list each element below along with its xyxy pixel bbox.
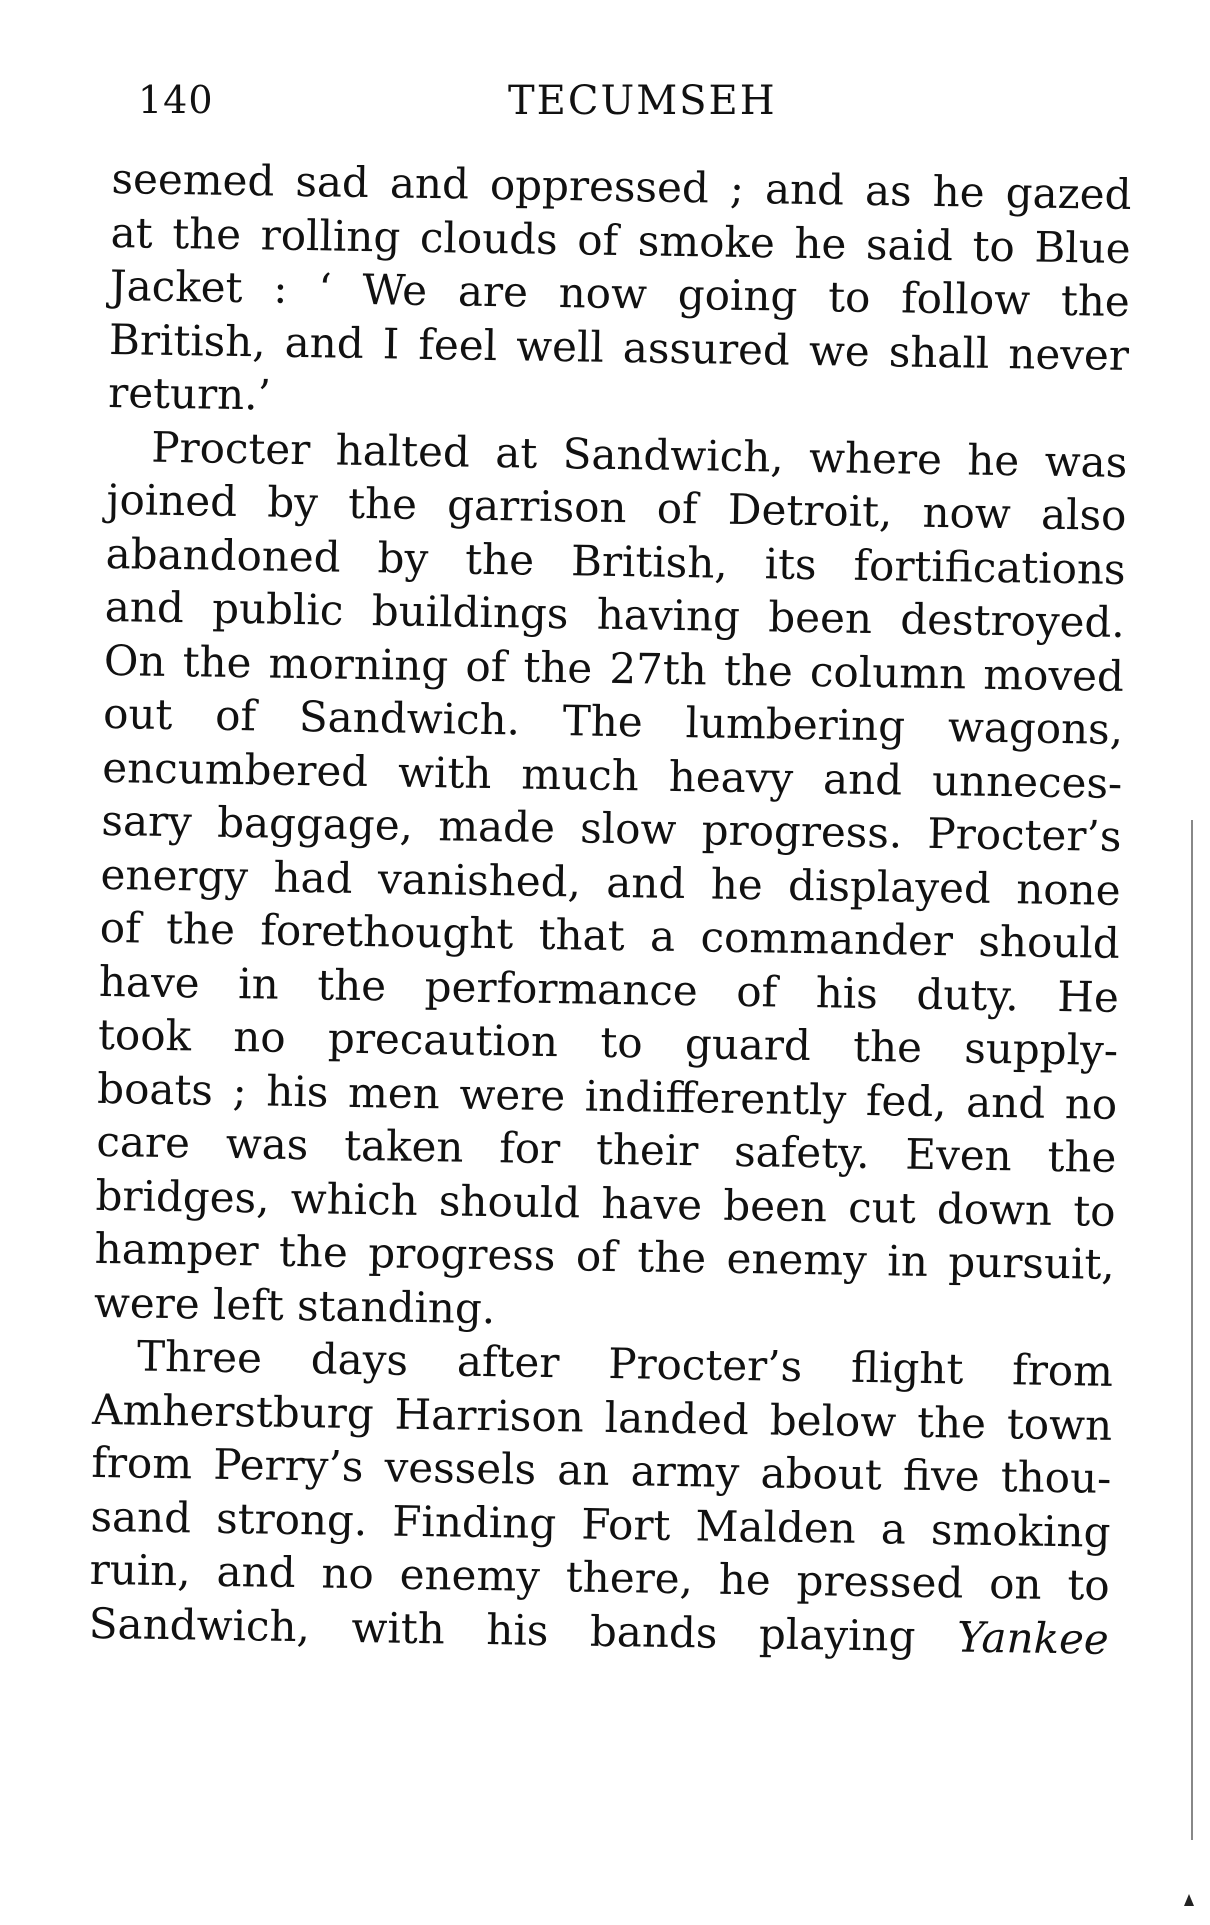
text-line: care was taken for their safety. Even the — [96, 1116, 1117, 1182]
text-line: and public buildings having been destroyed. — [104, 581, 1126, 647]
text-line: British, and I feel well assured we shall never — [108, 314, 1130, 380]
text-line-start: Sandwich, with his bands playing — [88, 1598, 958, 1661]
page-number: 140 — [138, 78, 214, 122]
text-line: Amherstburg Harrison landed below the town — [91, 1384, 1113, 1450]
body-text — [88, 152, 1131, 1666]
text-line: return.’ — [107, 367, 272, 420]
text-line: abandoned by the British, its fortifications — [105, 528, 1126, 594]
italic-word: Yankee — [956, 1611, 1110, 1664]
text-line: of the forethought that a commander should — [99, 902, 1121, 968]
text-line: from Perry’s vessels an army about five thou- — [91, 1437, 1112, 1503]
text-line: took no precaution to guard the supply- — [97, 1009, 1119, 1075]
text-line: have in the performance of his duty. He — [98, 956, 1120, 1022]
paragraph-2 — [94, 419, 1128, 1344]
text-line: sand strong. Finding Fort Malden a smoking — [90, 1491, 1111, 1557]
paragraph-3 — [88, 1329, 1113, 1666]
text-line: ruin, and no enemy there, he pressed on to — [89, 1544, 1110, 1610]
text-line: Procter halted at Sandwich, where he was — [150, 422, 1128, 487]
text-line: Jacket : ‘ We are now going to follow the — [109, 260, 1131, 327]
text-line: at the rolling clouds of smoke he said to Blue — [110, 207, 1132, 273]
text-line: hamper the progress of the enemy in pursuit, — [94, 1223, 1116, 1289]
text-line: joined by the garrison of Detroit, now also — [106, 474, 1127, 540]
text-line: On the morning of the 27th the column moved — [103, 635, 1125, 701]
text-line: seemed sad and oppressed ; and as he gazed — [111, 153, 1132, 220]
text-line: sary baggage, made slow progress. Procter’s — [101, 795, 1122, 861]
text-line: bridges, which should have been cut down to — [95, 1170, 1116, 1236]
scan-edge-line — [1191, 820, 1193, 1840]
scan-edge-mark — [1184, 1894, 1194, 1906]
text-line: were left standing. — [93, 1277, 496, 1333]
text-line: out of Sandwich. The lumbering wagons, — [102, 688, 1124, 754]
running-head — [138, 78, 1128, 138]
text-line: boats ; his men were indifferently fed, and no — [96, 1063, 1118, 1129]
text-line: energy had vanished, and he displayed none — [100, 849, 1121, 915]
text-line: Three days after Procter’s flight from — [136, 1331, 1114, 1396]
paragraph-1 — [108, 152, 1132, 435]
text-line: encumbered with much heavy and unneces- — [101, 742, 1123, 808]
running-title: TECUMSEH — [508, 78, 777, 124]
